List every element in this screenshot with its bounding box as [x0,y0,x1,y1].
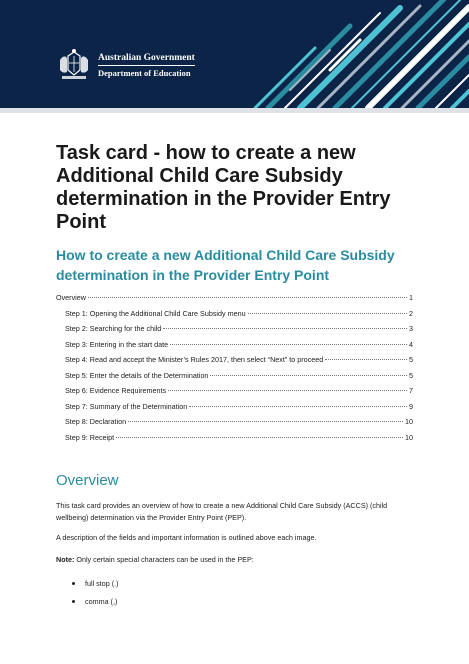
toc-entry-step-5[interactable] [56,371,413,387]
toc-entry-text: Step 9: Receipt [65,432,115,442]
list-item [72,574,119,592]
toc-entry-text: Step 3: Entering in the start date [65,339,169,349]
toc-entry-text: Step 7: Summary of the Determination [65,401,188,411]
table-of-contents [56,293,413,448]
toc-page-number: 5 [409,370,413,380]
banner-divider [0,108,469,113]
decorative-stripe [436,75,469,108]
header-banner [0,0,469,108]
toc-entry-step-9[interactable] [56,433,413,449]
toc-page-number: 10 [405,432,413,442]
toc-entry-step-1[interactable] [56,309,413,325]
decorative-stripe [385,24,469,108]
overview-heading: Overview [56,472,119,489]
toc-page-number: 10 [405,417,413,426]
toc-entry-text: Step 2: Searching for the child [65,324,162,333]
note-text: Only certain special characters can be used in the PEP: [74,555,254,564]
list-item-text: full stop (.) [85,578,119,588]
toc-page-number: 9 [409,401,413,411]
toc-leader [168,390,407,391]
toc-page-number: 4 [409,339,413,349]
decorative-stripe [452,91,469,108]
decorative-stripe [318,6,420,108]
bullet-icon [72,600,75,603]
list-item-text: comma (,) [85,596,118,606]
bullet-icon [72,582,75,585]
document-title: Task card - how to create a new Additional Child Care Subsidy determination in the Provider Entry Point [56,142,391,233]
note-paragraph [56,554,414,566]
toc-entry-text: Step 4: Read and accept the Minister’s Rules 2017, then select “Next” to proceed [65,355,324,364]
toc-entry-text: Step 5: Enter the details of the Determination [65,370,209,380]
toc-entry-step-4[interactable] [56,355,413,371]
toc-leader [163,328,407,329]
toc-page-number: 3 [409,324,413,333]
government-wordmark [98,52,195,79]
department-name: Department of Education [98,67,191,78]
overview-paragraph-2: A description of the fields and important information is outlined above each image. [56,533,317,542]
toc-entry-step-7[interactable] [56,402,413,418]
toc-page-number: 1 [409,293,413,302]
decorative-stripe [402,41,469,108]
toc-entry-step-6[interactable] [56,386,413,402]
toc-entry-text: Overview [56,293,86,302]
document-subtitle: How to create a new Additional Child Care Subsidy determination in the Provider Entry Point [56,247,395,283]
overview-paragraph-1: This task card provides an overview of how to create a new Additional Child Care Subsidy (ACCS) (child wellbeing) determination via the Provider Entry Point (PEP). [56,501,388,522]
toc-leader [88,297,407,298]
toc-leader [210,375,407,376]
note-label: Note: [56,555,75,564]
toc-entry-text: Step 1: Opening the Additional Child Care Subsidy menu [65,308,246,318]
toc-leader [189,406,407,407]
toc-leader [128,421,403,422]
toc-entry-text: Step 6: Evidence Requirements [65,386,167,395]
government-logo [56,48,195,82]
toc-entry-step-8[interactable] [56,417,413,433]
toc-leader [325,359,407,360]
toc-entry-step-2[interactable] [56,324,413,340]
government-name: Australian Government [98,52,195,66]
list-item [72,592,119,610]
special-characters-list [72,574,119,610]
coat-of-arms-icon [56,48,92,82]
toc-entry-step-3[interactable] [56,340,413,356]
toc-leader [116,437,403,438]
toc-page-number: 5 [409,355,413,364]
toc-page-number: 7 [409,386,413,395]
toc-leader [248,313,407,314]
toc-leader [170,344,407,345]
toc-page-number: 2 [409,308,413,318]
toc-entry-overview[interactable] [56,293,413,309]
toc-entry-text: Step 8: Declaration [65,417,127,426]
